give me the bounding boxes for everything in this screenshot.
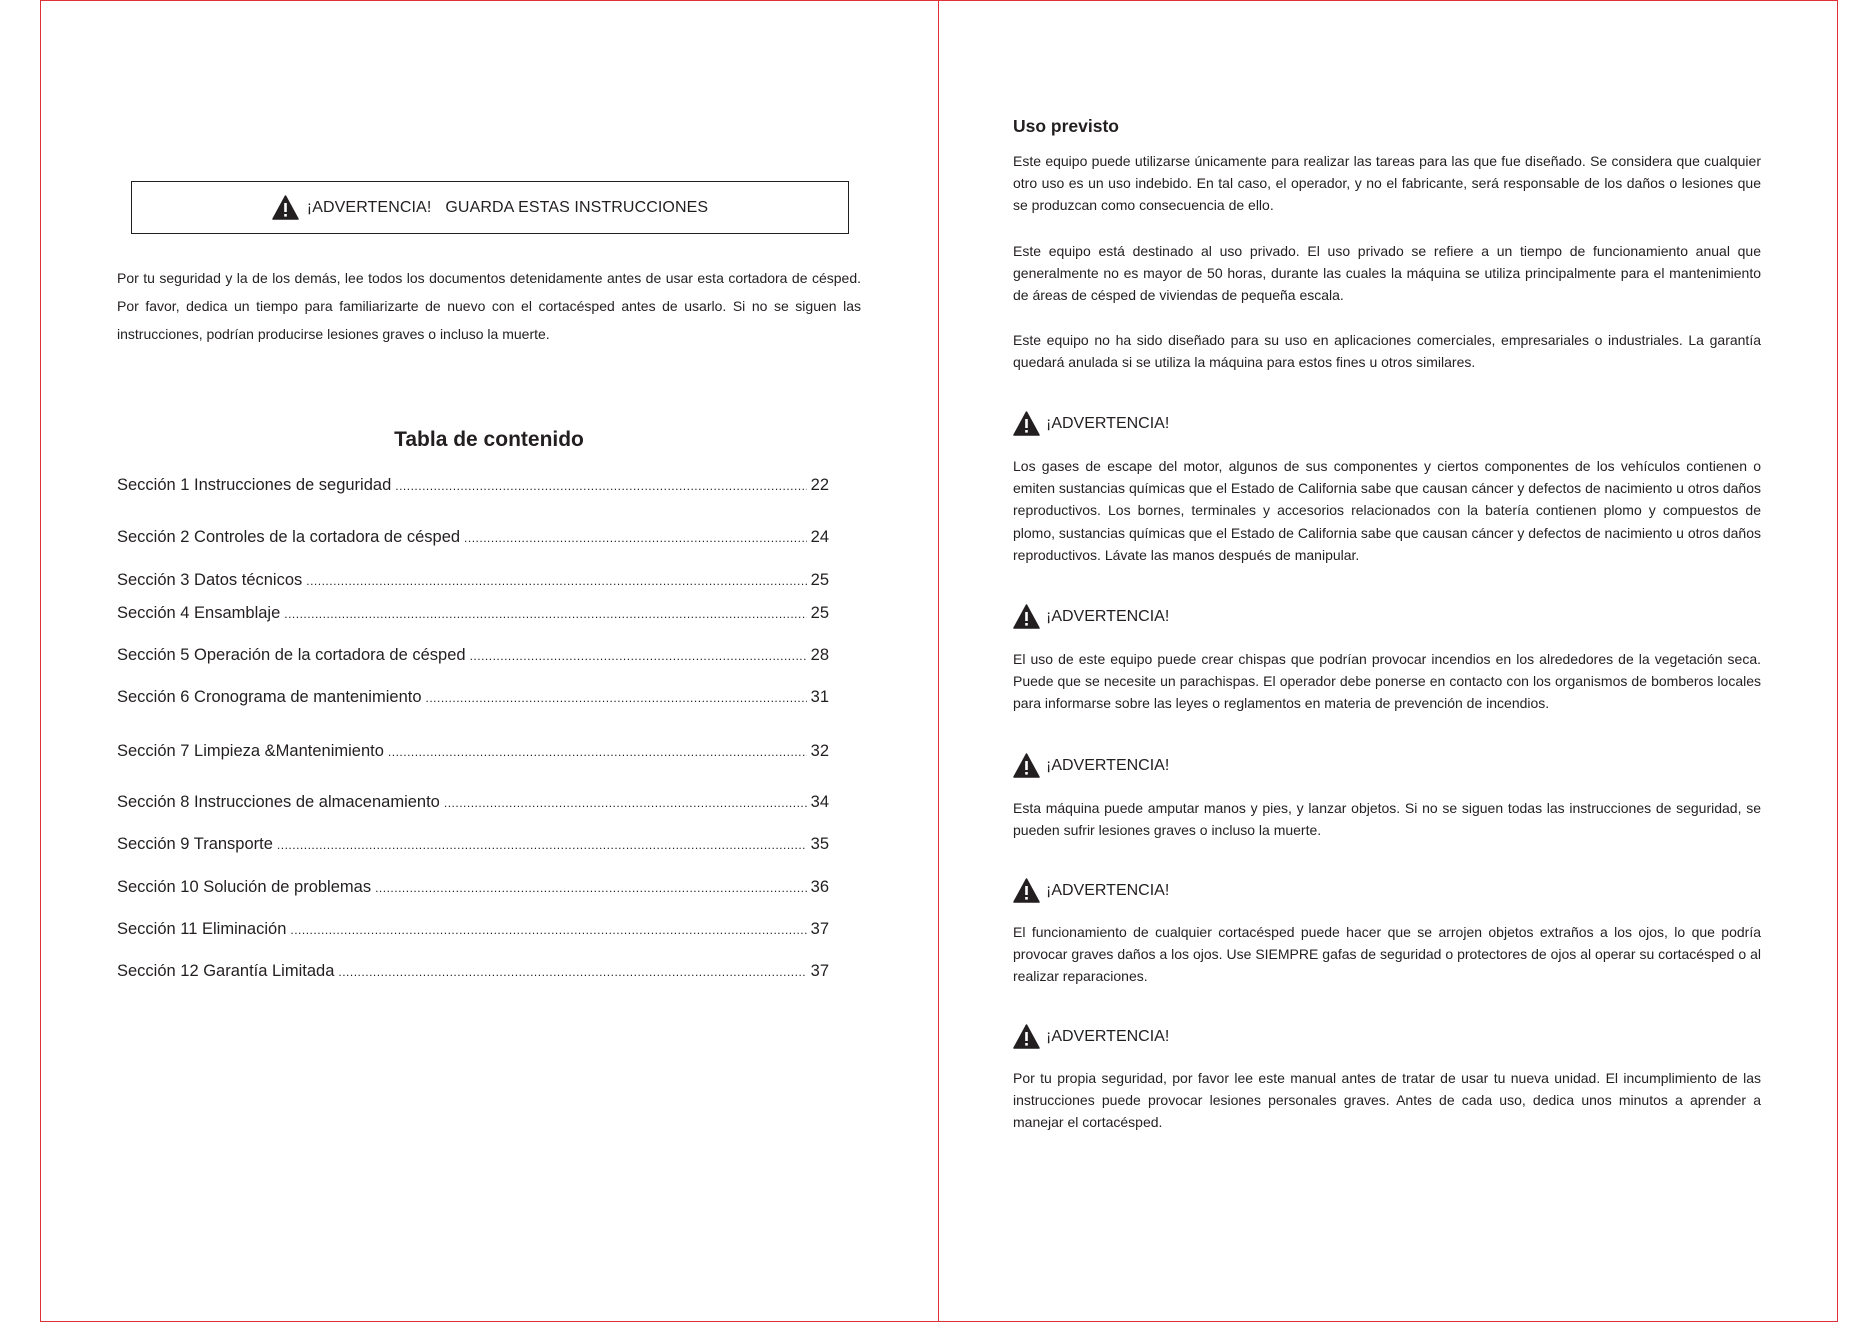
toc-entry-page: 37: [810, 920, 829, 938]
intended-use-paragraph: Este equipo no ha sido diseñado para su uso en aplicaciones comerciales, empresariales o industriales. La garantía quedará anulada si se utiliza la máquina para estos fines u otros similares.: [1013, 332, 1761, 371]
toc-entry-page: 32: [810, 742, 829, 760]
toc-entry: [117, 528, 829, 547]
page-fold-divider: [938, 0, 939, 1322]
toc-entry: [117, 476, 829, 495]
warning-text: Esta máquina puede amputar manos y pies, y lanzar objetos. Si no se siguen todas las instrucciones de seguridad, se pueden sufrir lesiones graves o incluso la muerte.: [1013, 800, 1761, 839]
toc-entry: [117, 742, 829, 761]
warning-heading: [1013, 1024, 1169, 1049]
toc-entry: [117, 878, 829, 897]
toc-entry-page: 22: [810, 476, 829, 494]
warning-heading: [1013, 878, 1169, 903]
right-page: [940, 0, 1838, 1322]
warning-heading: [1013, 411, 1169, 436]
toc-entry-label: Sección 1 Instrucciones de seguridad: [117, 476, 392, 494]
toc-entry-label: Sección 2 Controles de la cortadora de césped: [117, 528, 461, 546]
warning-heading-label: ¡ADVERTENCIA!: [1046, 1027, 1170, 1045]
toc-entry: [117, 962, 829, 981]
toc-entry-label: Sección 12 Garantía Limitada: [117, 962, 335, 980]
toc-entry-page: 37: [810, 962, 829, 980]
toc-entry-page: 36: [810, 878, 829, 896]
toc-entry: [117, 646, 829, 665]
intro-paragraph: Por tu seguridad y la de los demás, lee todos los documentos detenidamente antes de usar esta cortadora de césped. Por favor, dedica un tiempo para familiarizarte de nuevo con el cortacésped antes de usarlo. Si no se siguen las instrucciones, podrían producirse lesiones graves o incluso la muerte.: [117, 270, 861, 342]
toc-title: Tabla de contenido: [394, 428, 584, 451]
toc-entry-label: Sección 3 Datos técnicos: [117, 571, 303, 589]
warning-text: El uso de este equipo puede crear chispas que podrían provocar incendios en los alrededores de la vegetación seca. Puede que se necesite un parachispas. El operador debe ponerse en contacto con los organismos de bomberos locales para informarse sobre las leyes o reglamentos en materia de prevención de incendios.: [1013, 651, 1761, 712]
warning-triangle-icon: [272, 195, 299, 220]
toc-entry-page: 25: [810, 604, 829, 622]
intended-use-paragraph: Este equipo está destinado al uso privado. El uso privado se refiere a un tiempo de funcionamiento anual que generalmente no es mayor de 50 horas, durante las cuales la máquina se utiliza principalmente para el mantenimiento de áreas de césped de viviendas de pequeña escala.: [1013, 243, 1761, 304]
toc-entry: [117, 688, 829, 707]
toc-entry-page: 24: [810, 528, 829, 546]
toc-entry-label: Sección 8 Instrucciones de almacenamiento: [117, 793, 440, 811]
toc-entry-label: Sección 4 Ensamblaje: [117, 604, 281, 622]
section-title: Uso previsto: [1013, 116, 1119, 136]
intended-use-paragraph: Este equipo puede utilizarse únicamente para realizar las tareas para las que fue diseñado. Se considera que cualquier otro uso es un uso indebido. En tal caso, el operador, y no el fabricante, será responsable de los daños o lesiones que se produzcan como consecuencia de ello.: [1013, 153, 1761, 214]
toc-entry: [117, 920, 829, 939]
toc-entry: [117, 835, 829, 854]
warning-box: [131, 181, 849, 234]
toc-entry-label: Sección 5 Operación de la cortadora de césped: [117, 646, 466, 664]
warning-heading-label: ¡ADVERTENCIA!: [1046, 607, 1170, 625]
warning-triangle-icon: [1013, 878, 1040, 903]
toc-entry-page: 34: [810, 793, 829, 811]
toc-entry-page: 28: [810, 646, 829, 664]
warning-triangle-icon: [1013, 753, 1040, 778]
left-page: [40, 0, 938, 1322]
warning-triangle-icon: [1013, 1024, 1040, 1049]
warning-box-label: ¡ADVERTENCIA!: [306, 198, 432, 216]
warning-heading: [1013, 753, 1169, 778]
warning-triangle-icon: [1013, 604, 1040, 629]
warning-text: El funcionamiento de cualquier cortacésped puede hacer que se arrojen objetos extraños a los ojos, lo que podría provocar graves daños a los ojos. Use SIEMPRE gafas de seguridad o protectores de ojos al operar su cortacésped o al realizar reparaciones.: [1013, 924, 1761, 985]
toc-entry: [117, 793, 829, 812]
warning-heading-label: ¡ADVERTENCIA!: [1046, 881, 1170, 899]
toc-entry-label: Sección 11 Eliminación: [117, 920, 287, 938]
toc-entry-label: Sección 10 Solución de problemas: [117, 878, 372, 896]
warning-box-text: GUARDA ESTAS INSTRUCCIONES: [445, 198, 709, 216]
toc-entry: [117, 571, 829, 590]
toc-entry-label: Sección 7 Limpieza &Mantenimiento: [117, 742, 384, 760]
warning-text: Los gases de escape del motor, algunos de sus componentes y ciertos componentes de los vehículos contienen o emiten sustancias químicas que el Estado de California sabe que causan cáncer y defectos de nacimiento u otros daños reproductivos. Los bornes, terminales y accesorios relacionados con la batería contienen plomo y compuestos de plomo, sustancias químicas que el Estado de California sabe que causan cáncer y defectos de nacimiento u otros daños reproductivos. Lávate las manos después de manipular.: [1013, 458, 1761, 563]
warning-heading-label: ¡ADVERTENCIA!: [1046, 756, 1170, 774]
toc-entry-label: Sección 9 Transporte: [117, 835, 273, 853]
toc-entry-page: 35: [810, 835, 829, 853]
warning-heading: [1013, 604, 1169, 629]
toc-entry: [117, 604, 829, 623]
toc-entry-page: 25: [810, 571, 829, 589]
warning-heading-label: ¡ADVERTENCIA!: [1046, 414, 1170, 432]
toc-entry-label: Sección 6 Cronograma de mantenimiento: [117, 688, 422, 706]
warning-text: Por tu propia seguridad, por favor lee este manual antes de tratar de usar tu nueva unidad. El incumplimiento de las instrucciones puede provocar lesiones personales graves. Antes de cada uso, dedica unos minutos a aprender a manejar el cortacésped.: [1013, 1070, 1761, 1131]
toc-entry-page: 31: [810, 688, 829, 706]
warning-triangle-icon: [1013, 411, 1040, 436]
